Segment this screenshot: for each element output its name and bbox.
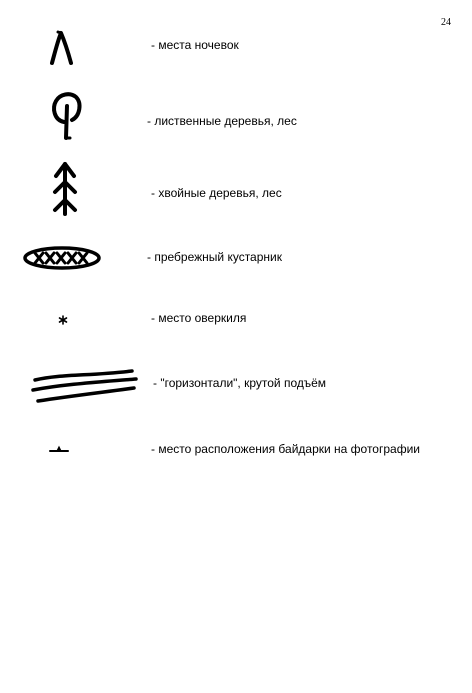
legend-text-deciduous: - лиственные деревья, лес [147, 114, 297, 128]
legend-text-conifer: - хвойные деревья, лес [151, 186, 282, 200]
legend-text-overkill: - место оверкиля [151, 311, 247, 325]
page-number: 24 [441, 17, 451, 28]
contour-lines-icon [30, 368, 140, 408]
kayak-icon [48, 446, 70, 454]
star-icon [58, 315, 68, 325]
legend-text-shrub: - пребрежный кустарник [147, 250, 282, 264]
camp-symbol-icon [44, 30, 78, 66]
deciduous-tree-icon [52, 92, 82, 142]
conifer-tree-icon [50, 160, 80, 216]
legend-text-kayak: - место расположения байдарки на фотографии [151, 442, 420, 456]
legend-text-contours: - "горизонтали", крутой подъём [153, 376, 327, 390]
legend-text-camp: - места ночевок [151, 38, 239, 52]
shrub-icon [22, 244, 102, 272]
